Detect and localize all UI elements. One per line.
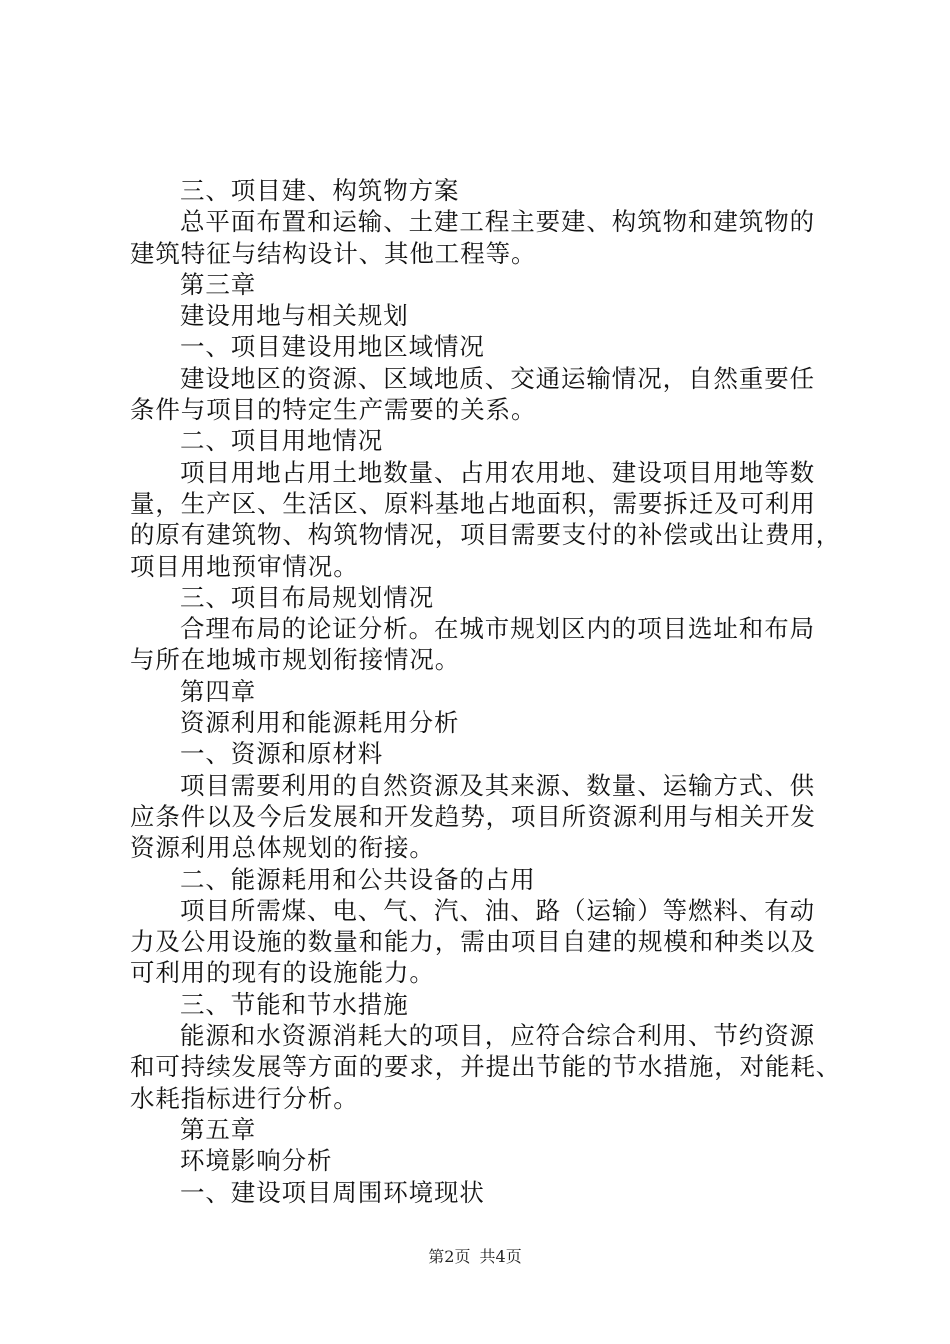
text-line: 一、项目建设用地区域情况 <box>180 332 485 362</box>
text-line: 量，生产区、生活区、原料基地占地面积，需要拆迁及可利用 <box>130 488 816 518</box>
text-line: 与所在地城市规划衔接情况。 <box>130 645 461 675</box>
text-line: 一、资源和原材料 <box>180 739 384 769</box>
document-body <box>130 175 842 1208</box>
text-line: 建设地区的资源、区域地质、交通运输情况，自然重要任 <box>180 363 815 393</box>
text-line: 第四章 <box>180 676 257 706</box>
text-line: 二、能源耗用和公共设备的占用 <box>180 864 536 894</box>
text-line: 项目需要利用的自然资源及其来源、数量、运输方式、供 <box>180 770 815 800</box>
text-line: 力及公用设施的数量和能力，需由项目自建的规模和种类以及 <box>130 927 816 957</box>
text-line: 合理布局的论证分析。在城市规划区内的项目选址和布局 <box>180 614 815 644</box>
text-line: 项目用地预审情况。 <box>130 551 359 581</box>
text-line: 建设用地与相关规划 <box>180 301 409 331</box>
text-line: 一、建设项目周围环境现状 <box>180 1177 485 1207</box>
text-line: 能源和水资源消耗大的项目，应符合综合利用、节约资源 <box>180 1021 815 1051</box>
text-line: 总平面布置和运输、土建工程主要建、构筑物和建筑物的 <box>180 207 815 237</box>
text-line: 资源利用和能源耗用分析 <box>180 708 460 738</box>
page-footer <box>0 1244 950 1267</box>
text-line: 条件与项目的特定生产需要的关系。 <box>130 395 537 425</box>
page-total: 共4页 <box>479 1247 522 1266</box>
text-line: 的原有建筑物、构筑物情况，项目需要支付的补偿或出让费用， <box>130 520 842 550</box>
text-line: 三、节能和节水措施 <box>180 989 409 1019</box>
text-line: 可利用的现有的设施能力。 <box>130 958 435 988</box>
text-line: 三、项目建、构筑物方案 <box>180 176 460 205</box>
text-line: 第五章 <box>180 1114 257 1144</box>
text-line: 应条件以及今后发展和开发趋势，项目所资源利用与相关开发 <box>130 801 816 831</box>
text-line: 三、项目布局规划情况 <box>180 582 434 612</box>
text-line: 项目用地占用土地数量、占用农用地、建设项目用地等数 <box>180 457 815 487</box>
text-line: 建筑特征与结构设计、其他工程等。 <box>130 238 537 268</box>
text-line: 二、项目用地情况 <box>180 426 384 456</box>
text-line: 第三章 <box>180 269 257 299</box>
text-line: 资源利用总体规划的衔接。 <box>130 833 435 863</box>
text-line: 环境影响分析 <box>180 1146 333 1176</box>
text-line: 水耗指标进行分析。 <box>130 1083 359 1113</box>
text-line: 项目所需煤、电、气、汽、油、路（运输）等燃料、有动 <box>180 895 815 925</box>
text-line: 和可持续发展等方面的要求，并提出节能的节水措施，对能耗、 <box>130 1052 842 1082</box>
page-number: 第2页 <box>428 1247 471 1266</box>
